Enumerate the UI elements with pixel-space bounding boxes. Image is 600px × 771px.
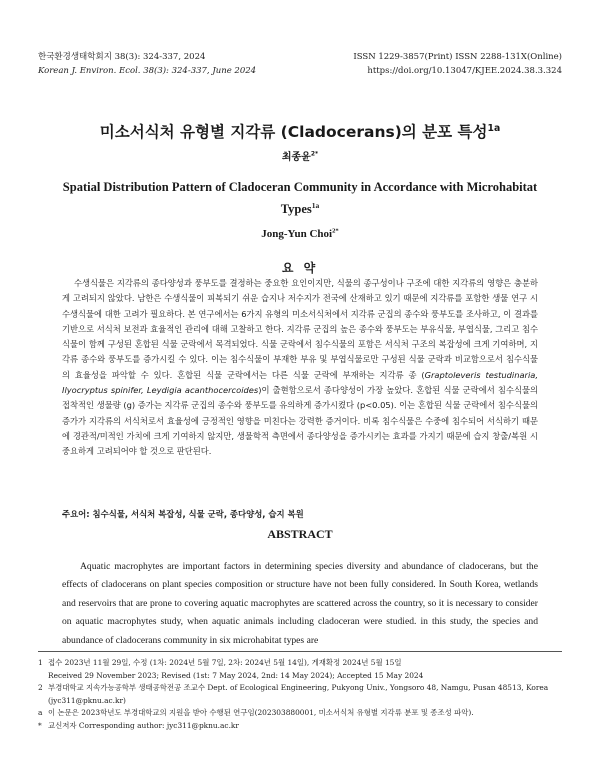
abstract-korean-heading: 요 약 xyxy=(281,261,319,275)
footnote-mark: 2 xyxy=(38,683,43,693)
footnote-item xyxy=(38,657,562,670)
footnote-text: 이 논문은 2023학년도 부경대학교의 지원을 받아 수행된 연구임(202303880001, 미소서식처 유형별 지각류 분포 및 종조성 파악). xyxy=(48,708,474,718)
abstract-korean-part1: 수생식물은 지각류의 종다양성과 풍부도를 결정하는 중요한 요인이지만, 식물의 종구성이나 구조에 대한 지각류의 영향은 충분하게 고려되지 않았다. 남한은 수생식물이 피복되기 쉬운 습지나 저수지가 전국에 산재하고 있기 때문에 지각류를 포함한 생물 연구 시 수생식물에 대한 고려가 필요하다. 본 연구에서는 6가지 유형의 미소서식처에서 지각류 군집의 종수와 풍부도를 조사하고, 이 결과를 기반으로 서식처 보전과 효율적인 관리에 대해 고찰하고 한다. 지각류 군집의 높은 종수와 풍부도는 부유식물, 부엽식물, 그리고 침수식물이 함께 구성된 혼합된 식물 군락에서 목격되었다. 식물 군락에서 침수식물의 포함은 서식처 구조의 복잡성에 크게 기여하며, 지각류 종수와 풍부도를 증가시킬 수 있다. 이는 침수식물이 부재한 부유 및 부엽식물로만 구성된 식물 군락과 비교함으로서 침수식물의 효율성을 파악할 수 있다. 혼합된 식물 군락에서는 다른 식물 군락에 부재하는 지각류 종 ( xyxy=(62,278,538,380)
issn-header xyxy=(353,50,562,78)
footnote-divider xyxy=(38,651,562,652)
title-english-sup: 1a xyxy=(311,200,320,210)
author-english-name: Jong-Yun Choi xyxy=(261,228,333,240)
journal-citation-ko: 한국환경생태학회지 38(3): 324-337, 2024 xyxy=(38,52,206,62)
footnote-item xyxy=(38,670,562,683)
footnote-mark: a xyxy=(38,708,43,718)
footnote-text: 부경대학교 지속가능공학부 생태공학전공 조교수 Dept. of Ecological Engineering, Pukyong Univ., Yongsoro 48, Namgu, Pusan 48513, Korea (jyc311@pknu.ac.kr) xyxy=(48,683,549,705)
journal-header xyxy=(38,50,256,78)
footnote-text: Received 29 November 2023; Revised (1st: 7 May 2024, 2nd: 14 May 2024); Accepted 15 May 2024 xyxy=(48,670,424,680)
title-english xyxy=(58,176,542,220)
author-korean xyxy=(0,148,600,163)
title-korean-text: 미소서식처 유형별 지각류 (Cladocerans)의 분포 특성 xyxy=(99,123,488,141)
title-korean xyxy=(0,120,600,142)
abstract-english-heading: ABSTRACT xyxy=(267,527,333,541)
keywords-list: 침수식물, 서식처 복잡성, 식물 군락, 종다양성, 습지 복원 xyxy=(92,509,304,519)
journal-citation-en: Korean J. Environ. Ecol. 38(3): 324-337, June 2024 xyxy=(38,66,257,76)
footnote-text: 교신저자 Corresponding author: jyc311@pknu.ac.kr xyxy=(48,720,239,730)
abstract-korean xyxy=(62,276,538,460)
author-english xyxy=(0,228,600,240)
author-english-sup: 2* xyxy=(332,227,339,235)
abstract-korean-part2: )이 출현함으로서 종다양성이 가장 높았다. 혼합된 식물 군락에서 침수식물의 접착적인 생물량 (g) 증가는 지각류 군집의 종수와 풍부도를 유의하게 증가시켰다 (p<0.05). 이는 혼합된 식물 군락에서 침수식물의 증가가 지각류의 서식처로서 효율성에 긍정적인 영향을 미친다는 강력한 증거이다. 비록 침수식물은 수중에 침수되어 서식하기 때문에 경관적/미적인 가치에 크게 기여하지 않지만, 생물학적 측면에서 종다양성을 증가시키는 효과를 가지기 때문에 습지 창출/복원 시 중요하게 고려되어야 할 것으로 판단된다. xyxy=(62,385,539,457)
footnotes xyxy=(38,657,562,733)
issn: ISSN 1229-3857(Print) ISSN 2288-131X(Online) xyxy=(353,52,562,62)
title-korean-sup: 1a xyxy=(487,122,501,134)
keywords xyxy=(62,508,538,520)
footnote-mark: * xyxy=(38,720,42,730)
doi-link[interactable]: https://doi.org/10.13047/KJEE.2024.38.3.324 xyxy=(367,66,562,76)
footnote-text: 접수 2023년 11월 29일, 수정 (1차: 2024년 5월 7일, 2차: 2024년 5월 14일), 게재확정 2024년 5월 15일 xyxy=(48,658,402,667)
author-korean-name: 최종윤 xyxy=(281,152,311,163)
footnote-item xyxy=(38,682,562,707)
title-english-text: Spatial Distribution Pattern of Cladoceran Community in Accordance with Microhabitat Types xyxy=(62,180,538,216)
author-korean-sup: 2* xyxy=(310,150,319,158)
abstract-english: Aquatic macrophytes are important factors in determining species diversity and abundance of cladocerans, but the effects of cladocerans on plant species composition or structure have not been fully considered. In South Korea, wetlands and reservoirs that are prone to covering aquatic macrophytes are scattered across the country, so it is necessary to consider on aquatic macrophytes study, when aquatic animals including cladoceran were studied. in this study, the species and abundance of cladocerans community in six microhabitat types are xyxy=(62,561,538,646)
footnote-item xyxy=(38,707,562,720)
keywords-label: 주요어: xyxy=(62,509,90,519)
footnote-item xyxy=(38,720,562,733)
abstract-korean-species: Graptoleveris testudinaria, Ilyocryptus spinifer, Leydigia acanthocercoides xyxy=(62,369,538,396)
footnote-mark: 1 xyxy=(38,658,43,667)
